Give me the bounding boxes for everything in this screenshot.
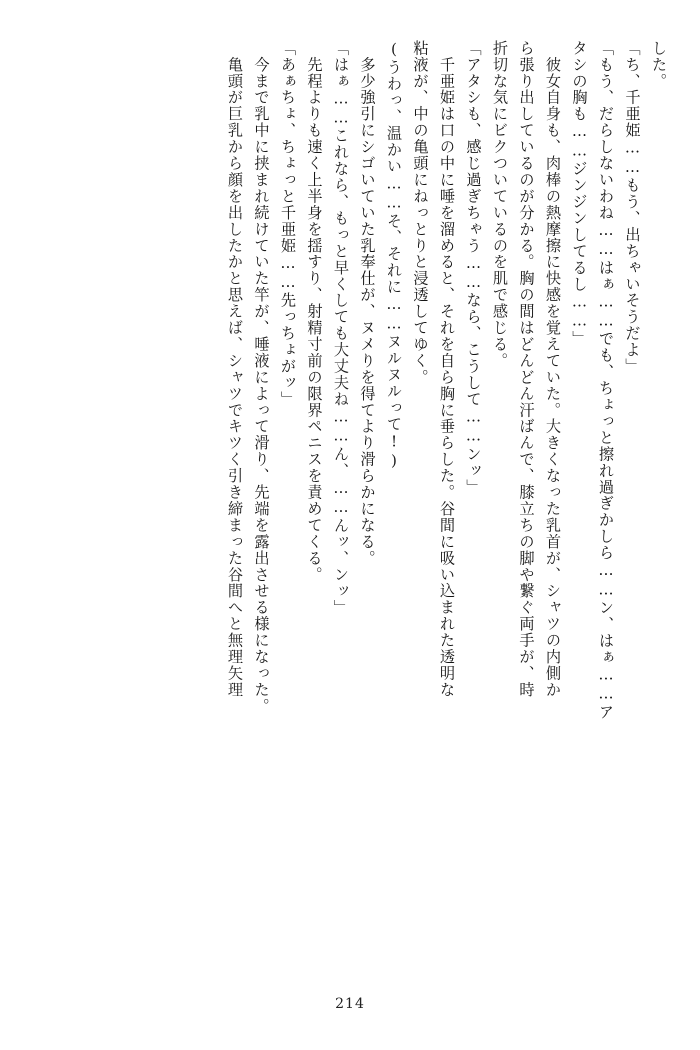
text-line: した。 [650, 40, 668, 90]
text-line: 多少強引にシゴいていた乳奉仕が、ヌメりを得てより滑らかになる。 [358, 40, 377, 567]
text-line: 「もう、だらしないわね……はぁ……でも、ちょっと擦れ過ぎかしら……ン、はぁ……ア [597, 40, 615, 721]
vertical-text-block [34, 40, 666, 980]
page-number: 214 [335, 996, 365, 1012]
text-line: 折切な気にビクついているのを肌で感じる。 [491, 40, 509, 369]
text-line: 亀頭が巨乳から顔を出したかと思えば、シャツでキツく引き締まった谷間へと無理矢理 [226, 40, 244, 698]
text-line: 「はぁ……これなら、もっと早くしても大丈夫ね……ん、……んッ、ンッ」 [332, 40, 350, 617]
text-line: 彼女自身も、肉棒の熱摩擦に快感を覚えていた。大きくなった乳首が、シャツの内側か [544, 40, 562, 698]
text-line: 先程よりも速く上半身を揺すり、射精寸前の限界ペニスを責めてくる。 [305, 40, 324, 583]
text-line: 今まで乳中に挟まれ続けていた竿が、唾液によって滑り、先端を露出させる様になった。 [252, 40, 271, 715]
text-line: (うわっ、温かい……そ、それに……ヌルヌルって!) [385, 40, 403, 471]
text-line: 「あぁちょ、ちょっと千亜姫……先っちょがッ」 [279, 40, 297, 408]
text-line: ら張り出しているのが分かる。胸の間はどんどん汗ばんで、膝立ちの脚や繋ぐ両手が、時 [517, 40, 536, 699]
text-line: 「アタシも、感じ過ぎちゃう……なら、こうして……ンッ」 [464, 40, 483, 496]
text-line: タシの胸も……ジンジンしてるし……」 [570, 40, 589, 348]
text-line: 千亜姫は口の中に唾を溜めると、それを自ら胸に垂らした。谷間に吸い込まれた透明な [438, 40, 456, 698]
text-line: 粘液が、中の亀頭にねっとりと浸透してゆく。 [411, 40, 430, 386]
text-line: 「ち、千亜姫……もう、出ちゃいそうだよ」 [623, 40, 642, 375]
